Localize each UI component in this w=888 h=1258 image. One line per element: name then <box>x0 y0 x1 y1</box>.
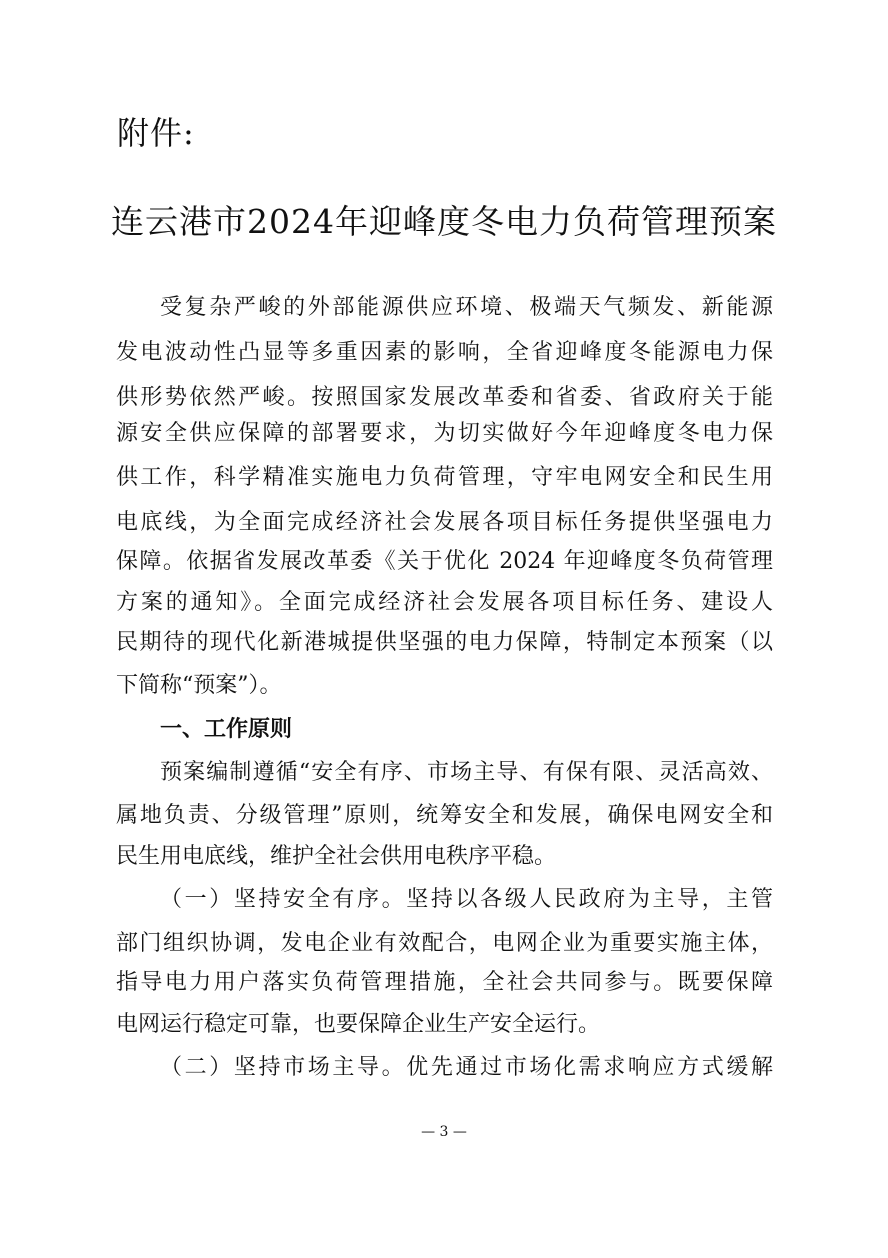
paragraph-line: 方案的通知》。全面完成经济社会发展各项目标任务、建设人 <box>116 590 773 615</box>
paragraph-line: 指导电力用户落实负荷管理措施，全社会共同参与。既要保障 <box>116 970 773 995</box>
paragraph-line: 属地负责、分级管理”原则，统筹安全和发展，确保电网安全和 <box>116 803 773 828</box>
paragraph-line: 发电波动性凸显等多重因素的影响，全省迎峰度冬能源电力保 <box>116 340 773 365</box>
paragraph-line: 民期待的现代化新港城提供坚强的电力保障，特制定本预案（以 <box>116 630 773 655</box>
document-title: 连云港市2024年迎峰度冬电力负荷管理预案 <box>111 202 777 241</box>
attachment-label: 附件: <box>117 114 195 152</box>
paragraph-line: 供形势依然严峻。按照国家发展改革委和省委、省政府关于能 <box>116 385 773 410</box>
paragraph-line: （二）坚持市场主导。优先通过市场化需求响应方式缓解 <box>160 1055 773 1080</box>
paragraph-line: （一）坚持安全有序。坚持以各级人民政府为主导，主管 <box>160 887 773 912</box>
section-heading: 一、工作原则 <box>160 717 293 742</box>
paragraph-line: 受复杂严峻的外部能源供应环境、极端天气频发、新能源 <box>160 295 773 320</box>
paragraph-line: 预案编制遵循“安全有序、市场主导、有保有限、灵活高效、 <box>160 760 773 785</box>
paragraph-line: 保障。依据省发展改革委《关于优化 2024 年迎峰度冬负荷管理 <box>116 549 773 574</box>
paragraph-line: 部门组织协调，发电企业有效配合，电网企业为重要实施主体， <box>116 931 773 956</box>
paragraph-line: 电底线，为全面完成经济社会发展各项目标任务提供坚强电力 <box>116 510 773 535</box>
paragraph-line: 下简称“预案”）。 <box>116 673 282 698</box>
paragraph-line: 民生用电底线，维护全社会供用电秩序平稳。 <box>116 844 557 869</box>
paragraph-line: 源安全供应保障的部署要求，为切实做好今年迎峰度冬电力保 <box>116 421 773 446</box>
paragraph-line: 电网运行稳定可靠，也要保障企业生产安全运行。 <box>116 1012 601 1037</box>
page-number: — 3 — <box>421 1124 467 1140</box>
paragraph-line: 供工作，科学精准实施电力负荷管理，守牢电网安全和民生用 <box>116 465 773 490</box>
